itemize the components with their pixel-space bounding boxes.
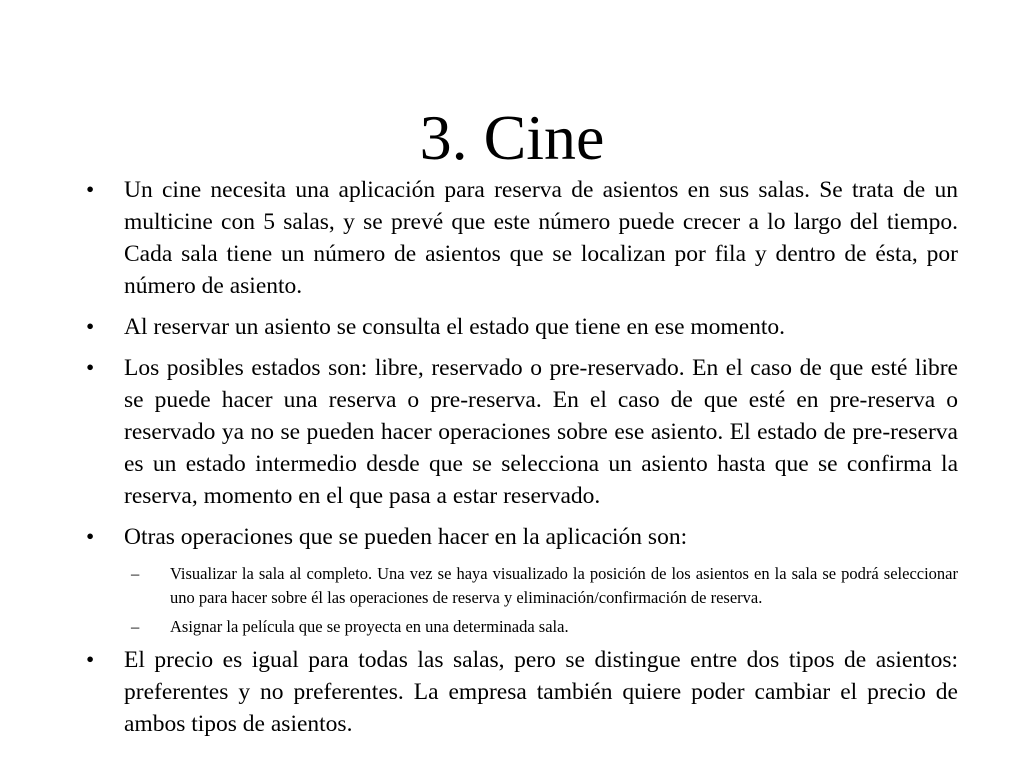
bullet-item	[0, 352, 958, 512]
bullet-text: Al reservar un asiento se consulta el estado que tiene en ese momento.	[124, 314, 786, 340]
bullet-text: El precio es igual para todas las salas, pero se distingue entre dos tipos de asientos: preferentes y no preferentes. La empresa también quiere poder cambiar el precio de ambos tipos de asientos.	[124, 647, 958, 737]
slide-title: 3. Cine	[419, 102, 605, 173]
sub-bullet-item	[0, 562, 958, 610]
sub-bullet-text: Asignar la película que se proyecta en una determinada sala.	[170, 617, 569, 636]
bullet-marker: •	[86, 355, 95, 381]
sub-bullet-text: Visualizar la sala al completo. Una vez se haya visualizado la posición de los asientos en la sala se podrá seleccionar uno para hacer sobre él las operaciones de reserva y eliminación/confirmación de reserva.	[170, 564, 958, 607]
bullet-text: Los posibles estados son: libre, reservado o pre-reservado. En el caso de que esté libre se puede hacer una reserva o pre-reserva. En el caso de que esté en pre-reserva o reservado ya no se pueden hacer operaciones sobre ese asiento. El estado de pre-reserva es un estado intermedio desde que se selecciona un asiento hasta que se confirma la reserva, momento en el que pasa a estar reservado.	[124, 355, 958, 509]
bullet-item	[0, 174, 958, 302]
sub-bullet-item	[0, 615, 958, 639]
bullet-text: Un cine necesita una aplicación para reserva de asientos en sus salas. Se trata de un multicine con 5 salas, y se prevé que este número puede crecer a lo largo del tiempo. Cada sala tiene un número de asientos que se localizan por fila y dentro de ésta, por número de asiento.	[124, 177, 958, 299]
bullet-marker: •	[86, 314, 95, 340]
bullet-text: Otras operaciones que se pueden hacer en la aplicación son:	[124, 524, 688, 550]
bullet-item	[0, 311, 958, 343]
bullet-item	[0, 521, 958, 553]
sub-bullet-marker: –	[131, 617, 140, 636]
sub-bullet-marker: –	[131, 564, 140, 583]
bullet-item	[0, 644, 958, 740]
bullet-marker: •	[86, 647, 95, 673]
slide-content	[0, 174, 1024, 749]
bullet-marker: •	[86, 177, 95, 203]
bullet-marker: •	[86, 524, 95, 550]
